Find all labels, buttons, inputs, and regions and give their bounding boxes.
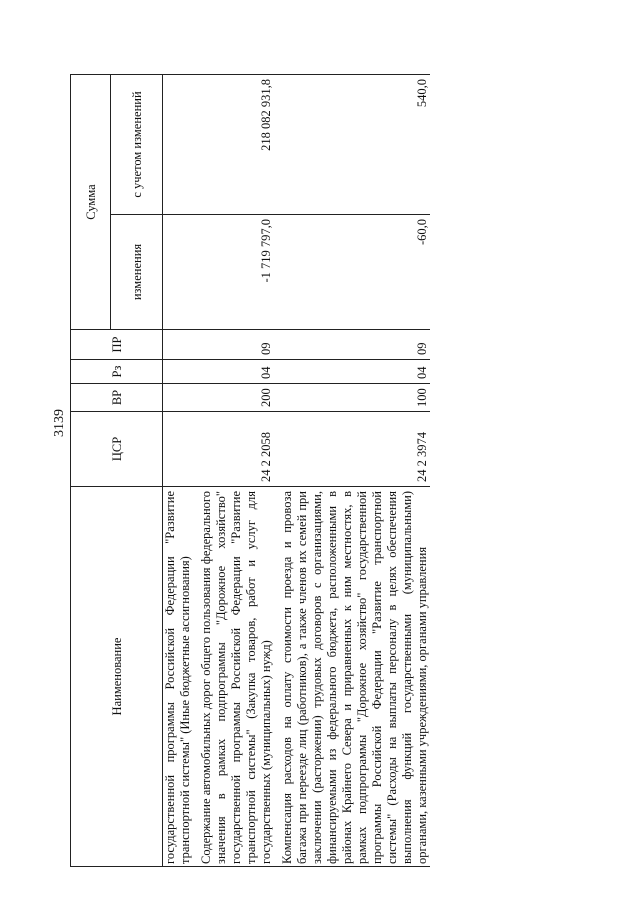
page-number: 3139 xyxy=(52,409,67,437)
row-rz xyxy=(163,360,194,384)
row-vr: 100 xyxy=(274,384,430,412)
header-vr: ВР xyxy=(71,384,163,412)
row-vr xyxy=(163,384,194,412)
header-pr: ПР xyxy=(71,330,163,360)
row-change: -1 719 797,0 xyxy=(193,215,274,330)
row-total xyxy=(163,75,194,215)
header-rz: Рз xyxy=(71,360,163,384)
header-sum: Сумма xyxy=(71,75,111,330)
row-rz: 04 xyxy=(193,360,274,384)
header-csr: ЦСР xyxy=(71,412,163,487)
table-row xyxy=(274,75,430,867)
row-pr: 09 xyxy=(274,330,430,360)
table-row xyxy=(163,75,194,867)
header-with-changes: с учетом изменений xyxy=(111,75,163,215)
row-vr: 200 xyxy=(193,384,274,412)
row-change: -60,0 xyxy=(274,215,430,330)
row-total: 218 082 931,8 xyxy=(193,75,274,215)
row-change xyxy=(163,215,194,330)
table-row xyxy=(193,75,274,867)
row-name: Компенсация расходов на оплату стоимости проезда и провоза багажа при переезде лиц (работников), а также членов их семей при заключении (расторжении) трудовых договоров с организациями, финансируемыми из федерального бюджета, расположенными в районах Крайнего Севера и приравненных к ним местностях, в рамках подпрограммы "Дорожное хозяйство" государственной программы Российской Федерации "Развитие транспортной системы" (Расходы на выплаты персоналу в целях обеспечения выполнения функций государственными (муниципальными) органами, казенными учреждениями, органами управления xyxy=(274,487,430,867)
row-rz: 04 xyxy=(274,360,430,384)
row-csr xyxy=(163,412,194,487)
row-name: государственной программы Российской Федерации "Развитие транспортной системы" (Иные бюджетные ассигнования) xyxy=(163,487,194,867)
row-name: Содержание автомобильных дорог общего пользования федерального значения в рамках подпрограммы "Дорожное хозяйство" государственной программы Российской Федерации "Развитие транспортной системы" (Закупка товаров, работ и услуг для государственных (муниципальных) нужд) xyxy=(193,487,274,867)
row-total: 540,0 xyxy=(274,75,430,215)
budget-table xyxy=(70,74,430,867)
header-changes: изменения xyxy=(111,215,163,330)
header-name: Наименование xyxy=(71,487,163,867)
row-csr: 24 2 2058 xyxy=(193,412,274,487)
row-pr xyxy=(163,330,194,360)
row-csr: 24 2 3974 xyxy=(274,412,430,487)
row-pr: 09 xyxy=(193,330,274,360)
